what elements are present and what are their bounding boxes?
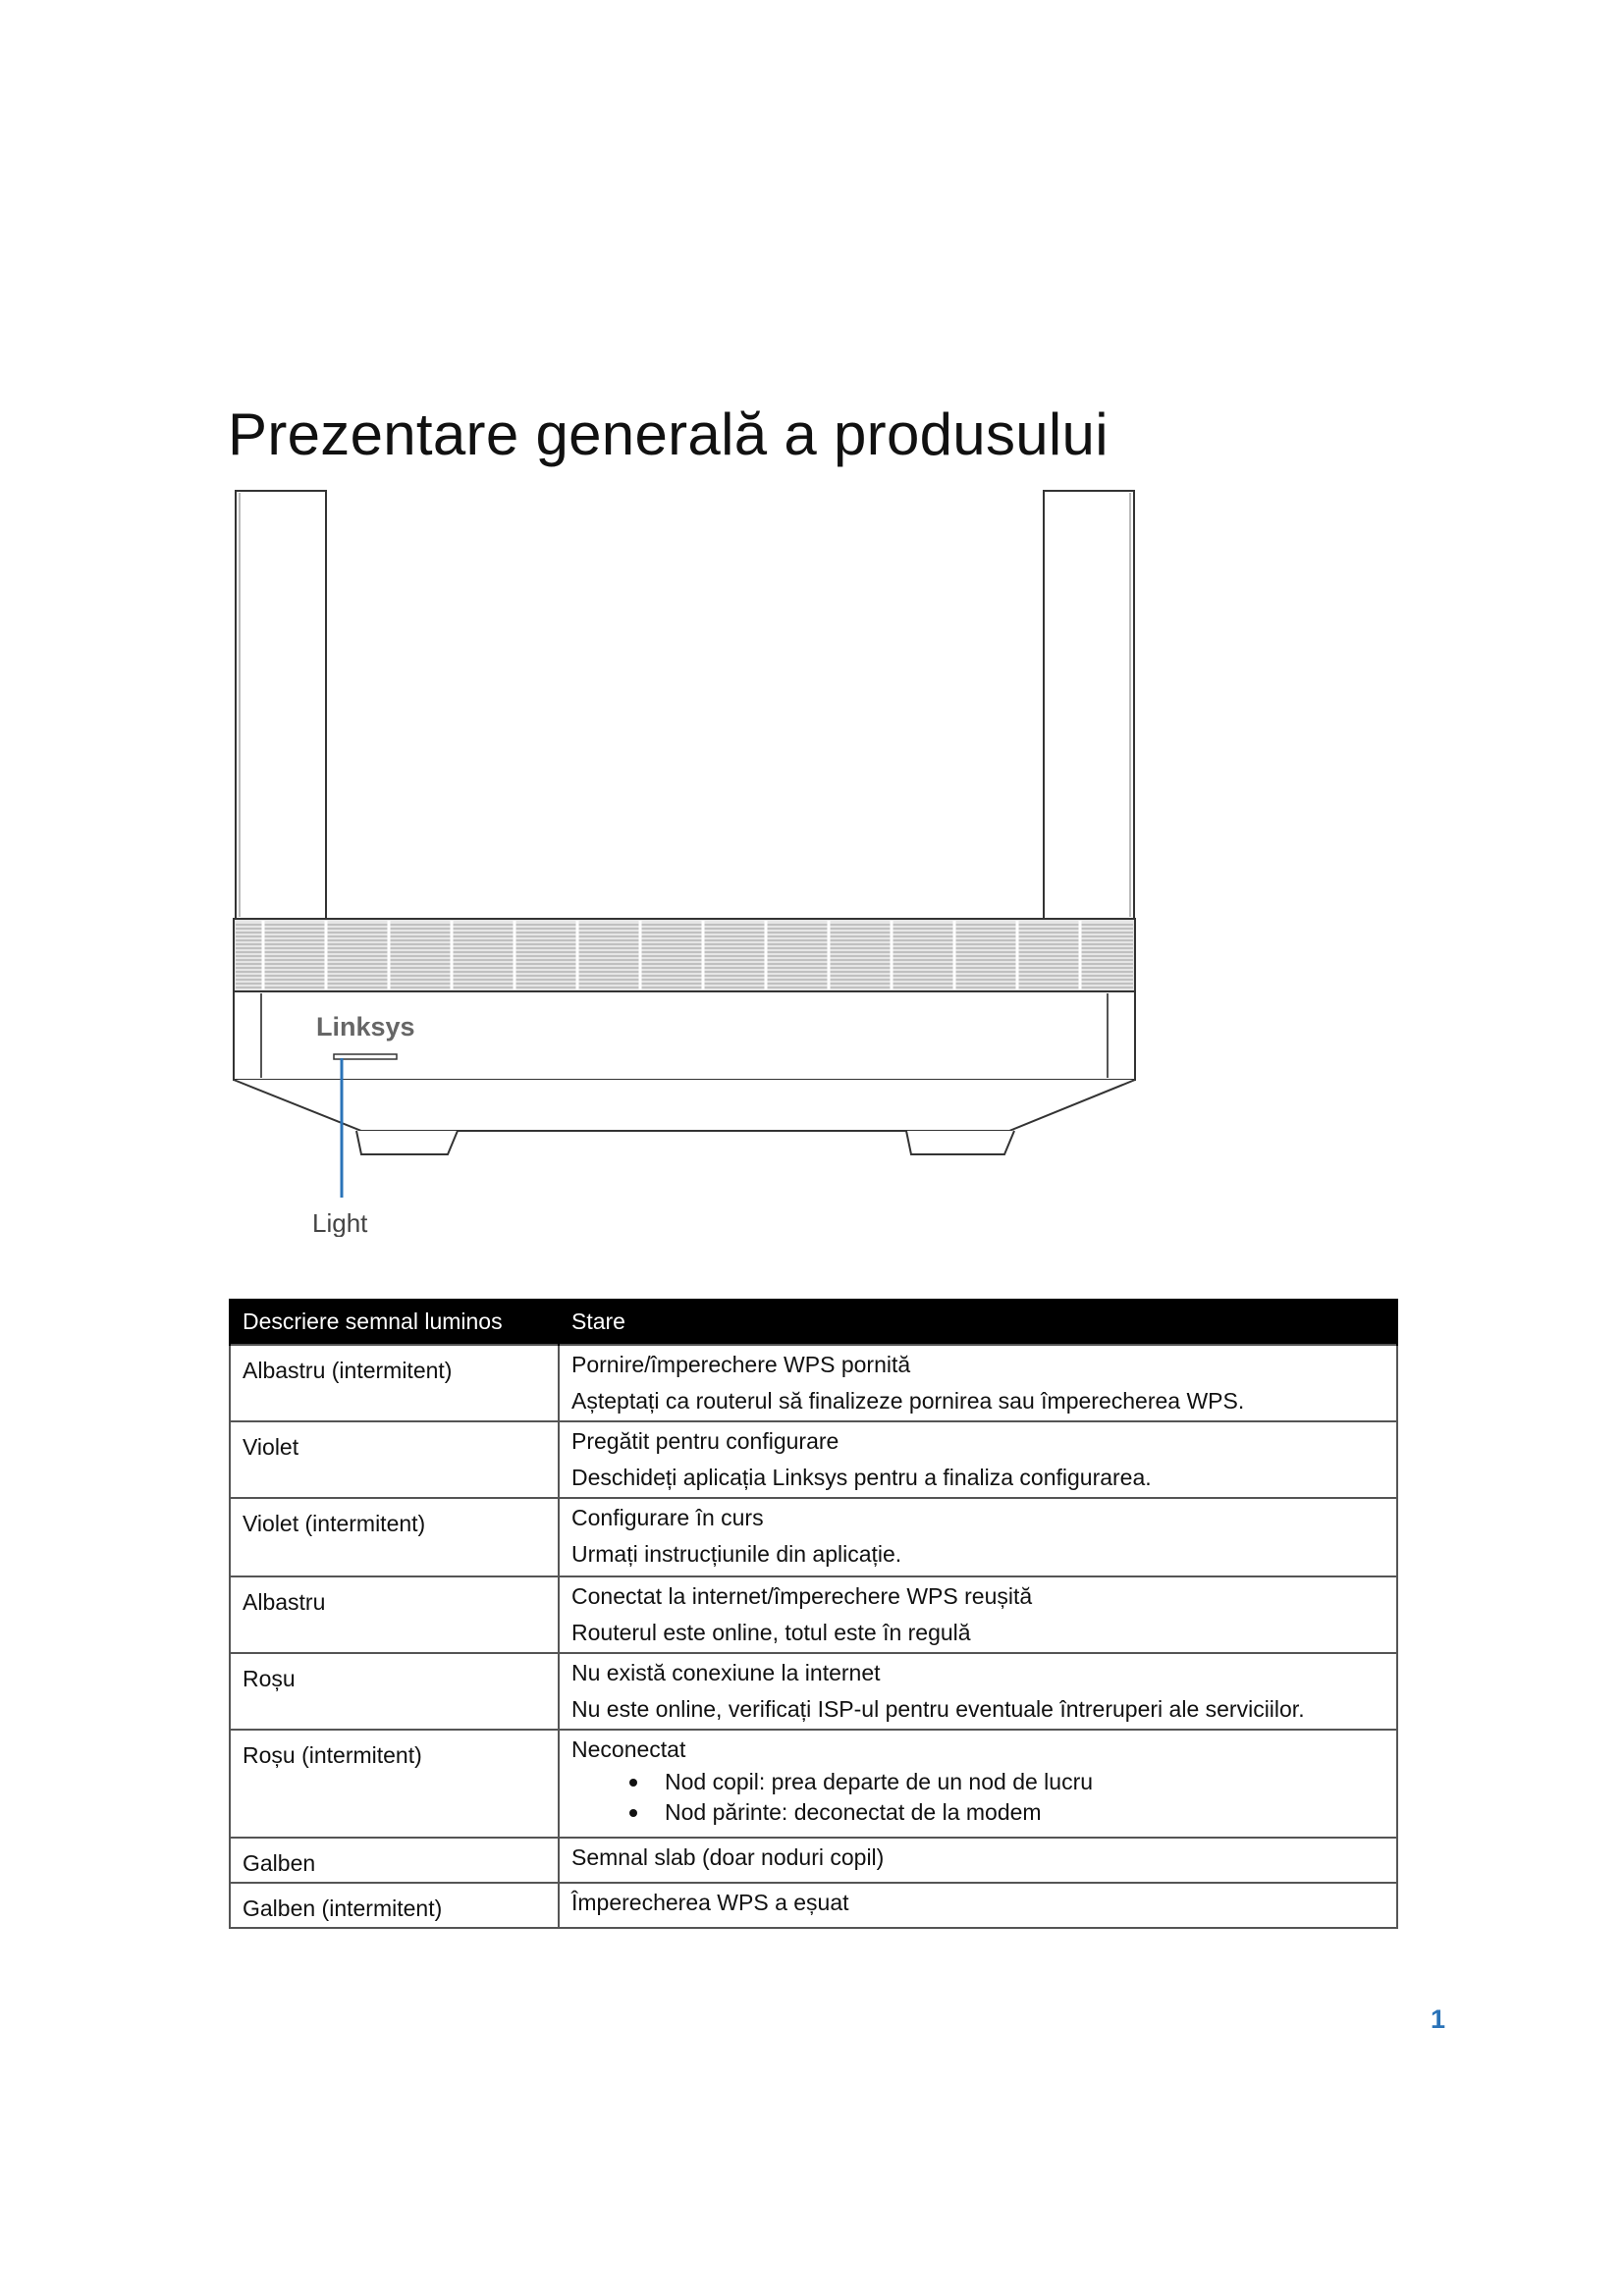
brand-logo: Linksys [316,1012,415,1041]
right-antenna [1044,491,1134,919]
row-status [559,1576,1397,1653]
status-line: Urmați instrucțiunile din aplicație. [571,1541,902,1567]
list-item: Nod copil: prea departe de un nod de lucru [665,1767,1384,1797]
callout-label: Light [312,1208,368,1237]
router-base [234,1080,1135,1131]
status-line: Așteptați ca routerul să finalizeze pornirea sau împerecherea WPS. [571,1388,1245,1414]
row-condition: Violet (intermitent) [230,1498,559,1576]
row-status [559,1498,1397,1576]
table-row [230,1421,1397,1498]
status-line: Împerecherea WPS a eșuat [571,1890,849,1915]
row-status [559,1345,1397,1421]
status-line: Pregătit pentru configurare [571,1428,839,1454]
status-line: Nu există conexiune la internet [571,1660,881,1685]
row-condition: Galben (intermitent) [230,1883,559,1928]
status-line: Conectat la internet/împerechere WPS reușită [571,1583,1033,1609]
row-condition: Roșu [230,1653,559,1730]
page-title: Prezentare generală a produsului [228,401,1109,467]
table-header-row [230,1299,1397,1345]
table-row [230,1576,1397,1653]
row-condition: Albastru [230,1576,559,1653]
row-status [559,1421,1397,1498]
status-line: Pornire/împerechere WPS pornită [571,1352,911,1377]
row-status [559,1653,1397,1730]
page-number: 1 [1431,2004,1446,2034]
header-status: Stare [559,1299,1397,1345]
status-line: Routerul este online, totul este în regulă [571,1620,971,1645]
vent-grille [234,919,1135,991]
table-row [230,1730,1397,1838]
list-item: Nod părinte: deconectat de la modem [665,1797,1384,1828]
left-antenna [236,491,326,919]
row-status [559,1883,1397,1928]
header-description: Descriere semnal luminos [230,1299,559,1345]
status-bullet-list [571,1767,1384,1828]
table-row [230,1883,1397,1928]
status-line: Nu este online, verificați ISP-ul pentru eventuale întreruperi ale serviciilor. [571,1696,1305,1722]
row-condition: Galben [230,1838,559,1883]
status-line: Deschideți aplicația Linksys pentru a finaliza configurarea. [571,1465,1152,1490]
right-foot [906,1131,1014,1154]
table-row [230,1345,1397,1421]
row-condition: Violet [230,1421,559,1498]
table-row [230,1498,1397,1576]
status-led [334,1054,397,1059]
row-status [559,1838,1397,1883]
status-line: Neconectat [571,1736,686,1762]
status-line: Semnal slab (doar noduri copil) [571,1844,885,1870]
table-row [230,1653,1397,1730]
row-status [559,1730,1397,1838]
left-foot [356,1131,458,1154]
row-condition: Roșu (intermitent) [230,1730,559,1838]
table-row [230,1838,1397,1883]
row-condition: Albastru (intermitent) [230,1345,559,1421]
router-illustration [224,481,1137,1237]
light-status-table [229,1299,1398,1929]
status-line: Configurare în curs [571,1505,764,1530]
